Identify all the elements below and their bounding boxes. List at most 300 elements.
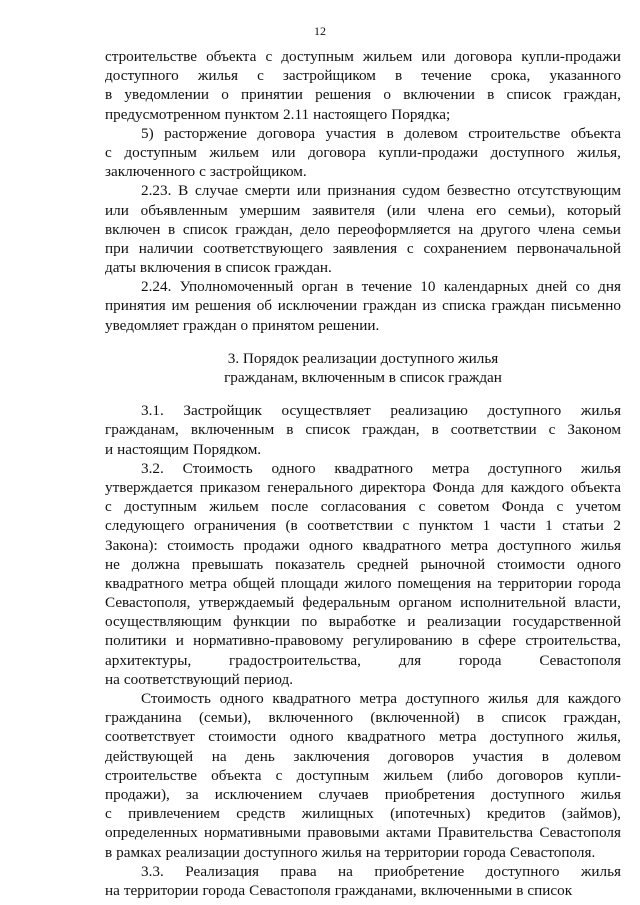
word: купли-продажи bbox=[521, 48, 621, 65]
word: стоимости bbox=[208, 728, 277, 746]
word: в bbox=[214, 259, 222, 277]
word: в bbox=[516, 881, 524, 899]
word: города bbox=[463, 843, 506, 861]
text-line bbox=[105, 881, 621, 900]
word: объекта bbox=[570, 124, 621, 142]
word: Закона): bbox=[105, 536, 158, 554]
word: приказом bbox=[199, 478, 261, 496]
word: орган bbox=[301, 278, 338, 296]
text-line bbox=[105, 536, 621, 555]
word: территории bbox=[497, 574, 573, 592]
word: соответствии bbox=[307, 517, 394, 535]
text-line bbox=[105, 296, 621, 315]
word: привлечением bbox=[128, 805, 220, 823]
word: решения bbox=[194, 297, 251, 315]
word: и bbox=[407, 613, 416, 631]
word: течение bbox=[421, 67, 472, 85]
text-line bbox=[105, 593, 621, 612]
text-line bbox=[105, 181, 621, 200]
word: при bbox=[105, 239, 129, 257]
word: в bbox=[394, 67, 403, 85]
word: метра bbox=[439, 728, 477, 746]
text-line bbox=[105, 258, 621, 277]
word: со bbox=[575, 278, 590, 296]
word: день bbox=[245, 747, 275, 765]
paragraph bbox=[105, 181, 621, 277]
text-line bbox=[105, 727, 621, 746]
word: долевом bbox=[567, 747, 621, 765]
word: продажи bbox=[243, 536, 300, 554]
word: метра bbox=[359, 690, 398, 707]
word: актами bbox=[385, 824, 432, 842]
word: города bbox=[458, 651, 502, 669]
word: власти, bbox=[574, 594, 621, 612]
word: принятия bbox=[105, 297, 166, 315]
word: застройщиком bbox=[282, 67, 376, 85]
word: осуществляющим bbox=[105, 613, 222, 631]
word: договора bbox=[308, 143, 366, 161]
word: жилья bbox=[580, 459, 621, 477]
word: В bbox=[178, 182, 189, 200]
word: правовыми bbox=[307, 824, 380, 842]
word: жильем bbox=[383, 766, 433, 784]
word: жилья bbox=[580, 862, 621, 880]
text-line bbox=[105, 440, 621, 459]
word: граждан bbox=[362, 297, 417, 315]
word: квадратного bbox=[362, 536, 442, 554]
word: заявителя bbox=[312, 201, 376, 219]
word: о bbox=[221, 86, 229, 104]
text-line bbox=[105, 401, 621, 420]
word: метра bbox=[189, 574, 228, 592]
word: сохранением bbox=[423, 239, 507, 257]
word: для bbox=[536, 690, 560, 707]
word: действующей bbox=[105, 747, 194, 765]
word: на bbox=[458, 220, 474, 238]
document-body bbox=[105, 47, 621, 900]
word: соответствии bbox=[450, 421, 537, 439]
word: (либо bbox=[447, 766, 484, 784]
text-line bbox=[105, 497, 621, 516]
word: директора bbox=[359, 478, 426, 496]
word: договора bbox=[454, 48, 513, 65]
text-line bbox=[105, 631, 621, 650]
text-line bbox=[105, 612, 621, 631]
word: объекта bbox=[570, 478, 621, 496]
word: список bbox=[305, 421, 351, 439]
word: и bbox=[175, 632, 184, 650]
text-line bbox=[105, 239, 621, 258]
word: доступного bbox=[243, 843, 318, 861]
word: доступного bbox=[497, 536, 572, 554]
word: каждого bbox=[567, 690, 621, 707]
word: права bbox=[280, 862, 317, 880]
word: Правительства bbox=[437, 824, 534, 842]
word: уведомляет bbox=[105, 316, 179, 334]
text-line bbox=[105, 143, 621, 162]
text-line bbox=[105, 277, 621, 296]
word: выработке bbox=[328, 613, 396, 631]
word: жильем bbox=[362, 48, 413, 65]
word: смерти bbox=[244, 182, 291, 200]
word: после bbox=[271, 498, 309, 516]
word: 1 bbox=[545, 517, 553, 535]
text-line bbox=[105, 420, 621, 439]
word: на bbox=[476, 574, 492, 592]
word: в bbox=[105, 843, 113, 861]
word: с bbox=[257, 67, 264, 85]
word: за bbox=[185, 785, 199, 803]
word: участия bbox=[472, 747, 524, 765]
word: метра bbox=[450, 536, 489, 554]
word: Фонда bbox=[432, 478, 475, 496]
word: с bbox=[105, 498, 112, 516]
text-line bbox=[105, 651, 621, 670]
word: средств bbox=[236, 805, 286, 823]
word: дело bbox=[300, 220, 330, 238]
heading-line: 3. Порядок реализации доступного жилья bbox=[227, 349, 499, 367]
word: гражданами, bbox=[334, 881, 417, 899]
word: строительстве bbox=[105, 48, 197, 65]
word: территории bbox=[384, 843, 460, 861]
word: для bbox=[481, 478, 504, 496]
paragraph bbox=[105, 277, 621, 335]
word: (займов), bbox=[561, 805, 621, 823]
paragraph bbox=[105, 689, 621, 862]
word: площади bbox=[280, 574, 339, 592]
word: функции bbox=[233, 613, 291, 631]
word: Севастополя bbox=[539, 824, 621, 842]
word: принятом bbox=[252, 316, 315, 334]
word: средней bbox=[356, 555, 409, 573]
word: доступным bbox=[296, 766, 370, 784]
word: граждан bbox=[491, 297, 546, 315]
word: объекта bbox=[211, 766, 262, 784]
word: жилья, bbox=[577, 728, 621, 746]
word: рыночной bbox=[420, 555, 486, 573]
word: срока, bbox=[490, 67, 531, 85]
word: не bbox=[105, 555, 120, 573]
word: с bbox=[402, 517, 410, 535]
word: признания bbox=[327, 182, 396, 200]
word: согласования bbox=[320, 498, 407, 516]
word: об bbox=[256, 297, 273, 315]
word: доступным bbox=[124, 143, 197, 161]
word: квадратного bbox=[272, 690, 351, 707]
word: его bbox=[476, 201, 497, 219]
word: статьи bbox=[562, 517, 604, 535]
word: 3.3. bbox=[141, 862, 164, 880]
word: период. bbox=[243, 670, 294, 688]
word: на bbox=[105, 670, 120, 688]
word: дней bbox=[536, 278, 568, 296]
word: на bbox=[365, 843, 381, 861]
word: реализации bbox=[165, 843, 240, 861]
word: 10 bbox=[420, 278, 436, 296]
word: граждан. bbox=[274, 259, 332, 277]
word: 5) bbox=[141, 124, 154, 142]
word: купли-продажи bbox=[378, 143, 479, 161]
word: граждан, bbox=[563, 86, 621, 104]
word: метра bbox=[431, 459, 470, 477]
text-line bbox=[105, 785, 621, 804]
word: 2.23. bbox=[141, 182, 172, 200]
word: другого bbox=[480, 220, 531, 238]
word: архитектуры, bbox=[105, 651, 192, 669]
word: жилого bbox=[344, 574, 392, 592]
text-line bbox=[105, 843, 621, 862]
word: безвестно bbox=[446, 182, 511, 200]
word: (в bbox=[285, 517, 298, 535]
word: настоящим bbox=[117, 440, 189, 458]
word: Севастополя bbox=[539, 651, 621, 669]
word: о bbox=[240, 316, 249, 334]
word: части bbox=[499, 517, 536, 535]
word: доступным bbox=[124, 498, 197, 516]
word: доступного bbox=[490, 143, 565, 161]
word: течение bbox=[361, 278, 413, 296]
word: список bbox=[527, 881, 573, 899]
word: наличии bbox=[138, 239, 194, 257]
text-line bbox=[105, 162, 621, 181]
text-line bbox=[105, 478, 621, 497]
text-line bbox=[105, 747, 621, 766]
word: принятии bbox=[241, 86, 303, 104]
word: Севастополя, bbox=[105, 594, 191, 612]
word: федеральным bbox=[302, 594, 391, 612]
word: настоящего bbox=[313, 105, 388, 123]
page-number: 12 bbox=[314, 24, 326, 38]
word: граждан, bbox=[235, 220, 293, 238]
word: квадратного bbox=[347, 728, 426, 746]
word: следующего bbox=[105, 517, 185, 535]
word: договоров bbox=[388, 747, 454, 765]
text-line bbox=[105, 201, 621, 220]
word: приобретение bbox=[374, 862, 465, 880]
word: в bbox=[105, 86, 113, 104]
word: или bbox=[271, 143, 296, 161]
word: Севастополя bbox=[249, 881, 331, 899]
word: отсутствующим bbox=[517, 182, 621, 200]
word: гражданам, bbox=[105, 421, 179, 439]
word: участия bbox=[325, 124, 377, 142]
word: о bbox=[383, 86, 391, 104]
word: из bbox=[422, 297, 437, 315]
word: договоров bbox=[497, 766, 564, 784]
word: доступного bbox=[488, 459, 562, 477]
word: расторжение bbox=[164, 124, 247, 142]
word: строительстве bbox=[105, 766, 197, 784]
word: в bbox=[168, 220, 176, 238]
word: члена bbox=[538, 220, 575, 238]
word: или bbox=[421, 48, 446, 65]
word: решения bbox=[315, 86, 372, 104]
word: (или bbox=[386, 201, 416, 219]
word: долевом bbox=[404, 124, 458, 142]
word: квадратного bbox=[105, 574, 184, 592]
word: советом bbox=[437, 498, 490, 516]
word: в bbox=[461, 632, 469, 650]
word: в bbox=[541, 747, 549, 765]
word: доступного bbox=[490, 785, 565, 803]
word: в bbox=[346, 278, 354, 296]
word: утверждается bbox=[105, 478, 193, 496]
paragraph bbox=[105, 401, 621, 459]
word: объекта bbox=[206, 48, 257, 65]
word: с bbox=[199, 163, 206, 181]
paragraph bbox=[105, 459, 621, 689]
word: осуществляет bbox=[281, 402, 371, 420]
word: жильем bbox=[209, 143, 259, 161]
word: определенных bbox=[105, 824, 198, 842]
word: доступного bbox=[485, 862, 560, 880]
word: одного bbox=[308, 536, 354, 554]
word: пунктом bbox=[418, 517, 474, 535]
word: письменно bbox=[550, 297, 621, 315]
word: список bbox=[501, 709, 547, 727]
word: исключении bbox=[277, 297, 358, 315]
word: 3.2. bbox=[141, 459, 164, 477]
word: который bbox=[566, 201, 621, 219]
word: или bbox=[296, 182, 321, 200]
word: заявления bbox=[332, 239, 398, 257]
word: даты bbox=[105, 259, 136, 277]
word: члена bbox=[427, 201, 465, 219]
word: доступного bbox=[405, 690, 480, 707]
word: в bbox=[386, 124, 394, 142]
word: в bbox=[487, 86, 495, 104]
word: жилья bbox=[580, 536, 621, 554]
word: Фонда bbox=[501, 498, 544, 516]
word: исключением bbox=[214, 785, 303, 803]
word: нормативно-правовому bbox=[193, 632, 344, 650]
word: Уполномоченный bbox=[179, 278, 294, 296]
text-line bbox=[105, 862, 621, 881]
word: жилья bbox=[197, 67, 238, 85]
word: включенными bbox=[420, 881, 513, 899]
text-line bbox=[105, 708, 621, 727]
word: города bbox=[202, 881, 246, 899]
word: список bbox=[182, 220, 228, 238]
word: общей bbox=[232, 574, 275, 592]
text-line bbox=[105, 574, 621, 593]
word: соответствующего bbox=[203, 239, 323, 257]
word: включен bbox=[105, 220, 161, 238]
text-line bbox=[105, 105, 621, 124]
text-line bbox=[105, 555, 621, 574]
word: дня bbox=[598, 278, 621, 296]
word: регулированию bbox=[352, 632, 453, 650]
word: включении bbox=[403, 86, 475, 104]
word: одного bbox=[576, 555, 621, 573]
word: градостроительства, bbox=[229, 651, 361, 669]
word: включенного bbox=[268, 709, 354, 727]
word: государственной bbox=[512, 613, 621, 631]
word: договора bbox=[257, 124, 316, 142]
word: Законом bbox=[567, 421, 621, 439]
text-line bbox=[105, 804, 621, 823]
word: жилья bbox=[580, 402, 621, 420]
text-line bbox=[105, 316, 621, 335]
word: в bbox=[286, 421, 294, 439]
word: жильем bbox=[209, 498, 259, 516]
word: должна bbox=[131, 555, 180, 573]
text-line bbox=[105, 66, 621, 85]
word: заключения bbox=[293, 747, 370, 765]
word: утверждаемый bbox=[198, 594, 295, 612]
word: купли- bbox=[577, 766, 621, 784]
paragraph bbox=[105, 47, 621, 124]
word: пунктом bbox=[224, 105, 280, 123]
text-line bbox=[105, 516, 621, 535]
text-line bbox=[105, 47, 621, 66]
word: Стоимость bbox=[141, 690, 211, 707]
word: (ипотечных) bbox=[390, 805, 471, 823]
word: Стоимость bbox=[182, 459, 253, 477]
text-line bbox=[105, 823, 621, 842]
word: списка bbox=[442, 297, 486, 315]
word: с bbox=[556, 498, 564, 516]
text-line bbox=[105, 459, 621, 478]
text-line bbox=[105, 85, 621, 104]
word: граждан bbox=[182, 316, 237, 334]
word: с bbox=[548, 421, 556, 439]
word: кредитов bbox=[486, 805, 546, 823]
word: Застройщик bbox=[183, 402, 262, 420]
word: помещения bbox=[397, 574, 471, 592]
word: реализации bbox=[427, 613, 502, 631]
word: список bbox=[225, 259, 271, 277]
word: одного bbox=[219, 690, 264, 707]
word: Порядка; bbox=[391, 105, 451, 123]
word: 1 bbox=[482, 517, 491, 535]
word: генерального bbox=[267, 478, 353, 496]
word: объявленным bbox=[140, 201, 228, 219]
word: переоформляется bbox=[337, 220, 451, 238]
word: доступного bbox=[489, 728, 564, 746]
word: включения bbox=[139, 259, 211, 277]
word: сфере bbox=[478, 632, 517, 650]
word: с bbox=[275, 766, 283, 784]
word: на bbox=[211, 747, 227, 765]
word: случае bbox=[195, 182, 239, 200]
word: семьи bbox=[582, 220, 621, 238]
word: соответствует bbox=[105, 728, 195, 746]
word: нормативными bbox=[204, 824, 301, 842]
text-line bbox=[105, 670, 621, 689]
word: застройщиком. bbox=[209, 163, 307, 181]
word: жилья, bbox=[577, 143, 621, 161]
text-line bbox=[105, 220, 621, 239]
word: продажи), bbox=[105, 785, 170, 803]
word: территории bbox=[123, 881, 199, 899]
word: с bbox=[418, 498, 426, 516]
word: учетом bbox=[575, 498, 621, 516]
text-line bbox=[105, 124, 621, 143]
word: приобретения bbox=[384, 785, 475, 803]
word: Реализация bbox=[185, 862, 259, 880]
word: 2.11 bbox=[283, 105, 310, 123]
word: им bbox=[171, 297, 190, 315]
section-heading bbox=[105, 349, 621, 387]
word: умершим bbox=[239, 201, 301, 219]
word: строительстве bbox=[468, 124, 561, 142]
word: политики bbox=[105, 632, 167, 650]
word: жилья bbox=[321, 843, 362, 861]
word: (семьи), bbox=[198, 709, 252, 727]
word: предусмотренном bbox=[105, 105, 221, 123]
word: для bbox=[398, 651, 422, 669]
